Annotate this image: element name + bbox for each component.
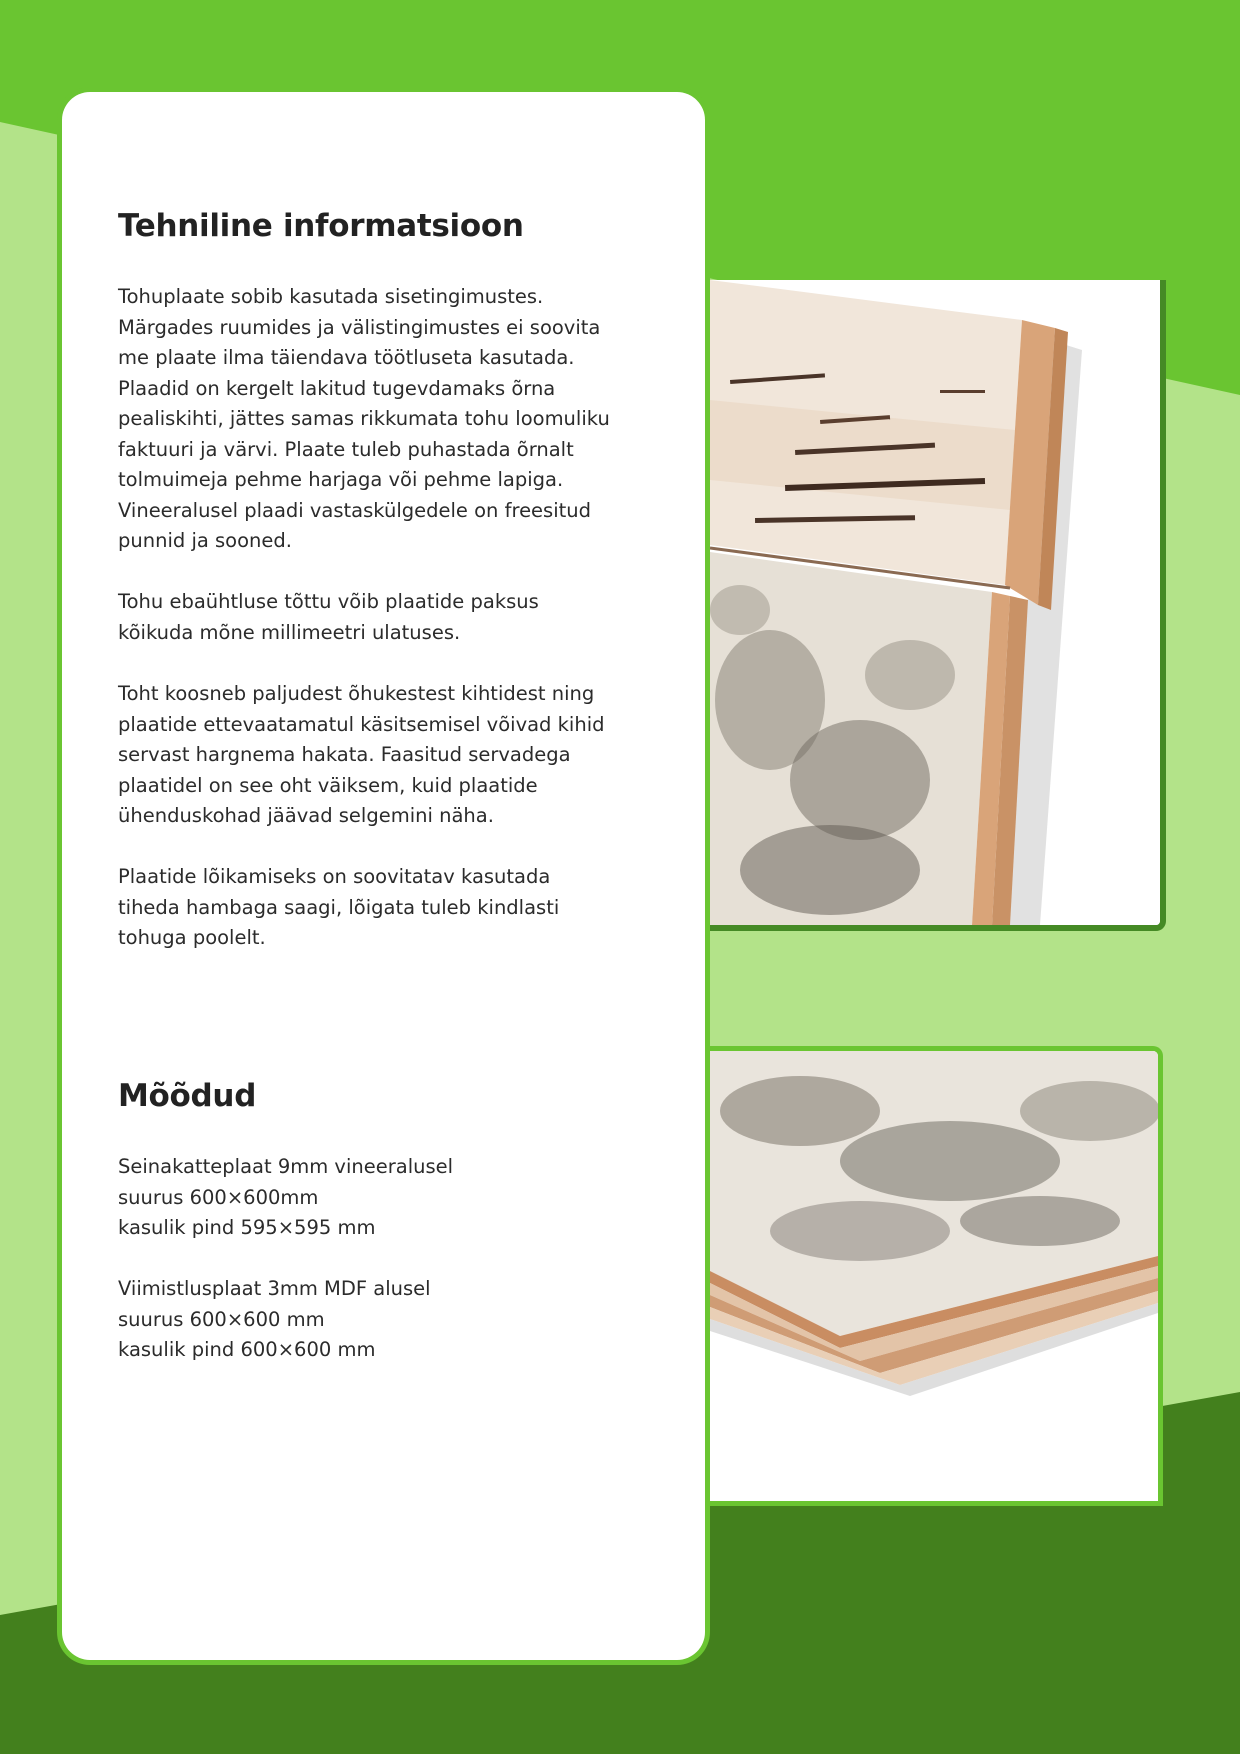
- product-size: suurus 600×600 mm: [118, 1307, 325, 1331]
- birch-bark-panel-stack-icon: [710, 1051, 1158, 1501]
- text-line: Toht koosneb paljudest õhukestest kihtidest ning: [118, 682, 595, 705]
- text-line: punnid ja sooned.: [118, 529, 292, 552]
- product-usable-area: kasulik pind 600×600 mm: [118, 1338, 376, 1361]
- technical-paragraph-2: [118, 587, 658, 648]
- text-line: Plaatide lõikamiseks on soovitatav kasutada: [118, 865, 551, 888]
- dimensions-title: Mõõdud: [118, 1078, 257, 1114]
- technical-paragraph-1: [118, 282, 658, 557]
- text-line: Tohuplaate sobib kasutada sisetingimustes.: [118, 285, 544, 308]
- text-line: plaatidel on see oht väiksem, kuid plaatide: [118, 773, 538, 797]
- product-usable-area: kasulik pind 595×595 mm: [118, 1216, 376, 1239]
- text-line: Tohu ebaühtluse tõttu võib plaatide paksus: [118, 590, 539, 613]
- text-line: tohuga poolelt.: [118, 926, 266, 949]
- product-spec-2: [118, 1274, 658, 1366]
- technical-paragraph-4: [118, 862, 658, 954]
- text-line: Vineeralusel plaadi vastaskülgedele on freesitud: [118, 498, 592, 522]
- technical-info-title: Tehniline informatsioon: [118, 208, 524, 244]
- text-line: servast hargnema hakata. Faasitud servadega: [118, 743, 571, 766]
- product-spec-1: [118, 1152, 658, 1244]
- product-name: Seinakatteplaat 9mm vineeralusel: [118, 1155, 454, 1178]
- text-line: kõikuda mõne millimeetri ulatuses.: [118, 620, 461, 644]
- birch-bark-panel-stack-photo: [710, 1046, 1163, 1506]
- birch-bark-panel-edge-photo: [710, 280, 1166, 931]
- text-line: tolmuimeja pehme harjaga või pehme lapiga.: [118, 468, 564, 491]
- text-line: me plaate ilma täiendava töötluseta kasutada.: [118, 346, 575, 369]
- technical-paragraph-3: [118, 679, 658, 832]
- text-line: tiheda hambaga saagi, lõigata tuleb kindlasti: [118, 895, 560, 919]
- text-line: Plaadid on kergelt lakitud tugevdamaks õrna: [118, 376, 556, 400]
- product-size: suurus 600×600mm: [118, 1185, 319, 1209]
- product-name: Viimistlusplaat 3mm MDF alusel: [118, 1277, 431, 1300]
- text-line: ühenduskohad jäävad selgemini näha.: [118, 804, 494, 827]
- text-line: faktuuri ja värvi. Plaate tuleb puhastada õrnalt: [118, 437, 574, 461]
- text-line: Märgades ruumides ja välistingimustes ei soovita: [118, 315, 601, 339]
- birch-bark-panel-edge-icon: [710, 280, 1160, 925]
- text-line: pealiskihti, jättes samas rikkumata tohu loomuliku: [118, 407, 610, 430]
- text-line: plaatide ettevaatamatul käsitsemisel võivad kihid: [118, 712, 605, 736]
- content-card: [62, 92, 705, 1660]
